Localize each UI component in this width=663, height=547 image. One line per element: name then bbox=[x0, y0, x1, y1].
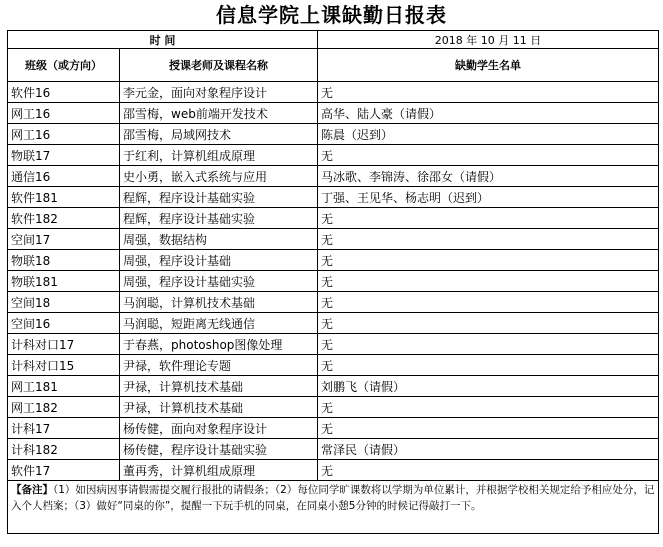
cell-teacher-course: 董再秀，计算机组成原理 bbox=[120, 460, 318, 481]
table-row bbox=[8, 313, 659, 334]
table-row bbox=[8, 418, 659, 439]
cell-absent: 无 bbox=[318, 313, 659, 334]
table-row bbox=[8, 208, 659, 229]
cell-class: 网工182 bbox=[8, 397, 120, 418]
cell-teacher-course: 程辉，程序设计基础实验 bbox=[120, 208, 318, 229]
cell-absent: 无 bbox=[318, 355, 659, 376]
note-row bbox=[8, 481, 659, 534]
cell-class: 空间16 bbox=[8, 313, 120, 334]
cell-absent: 无 bbox=[318, 334, 659, 355]
cell-teacher-course: 杨传健，程序设计基础实验 bbox=[120, 439, 318, 460]
cell-absent: 无 bbox=[318, 397, 659, 418]
cell-class: 物联18 bbox=[8, 250, 120, 271]
table-row bbox=[8, 145, 659, 166]
cell-absent: 无 bbox=[318, 292, 659, 313]
table-row bbox=[8, 334, 659, 355]
cell-class: 计科17 bbox=[8, 418, 120, 439]
cell-absent: 常泽民（请假） bbox=[318, 439, 659, 460]
cell-class: 网工16 bbox=[8, 124, 120, 145]
cell-teacher-course: 邵雪梅，web前端开发技术 bbox=[120, 103, 318, 124]
cell-class: 计科对口15 bbox=[8, 355, 120, 376]
cell-class: 软件182 bbox=[8, 208, 120, 229]
table-row bbox=[8, 250, 659, 271]
header-row bbox=[8, 49, 659, 82]
note-text: （1）如因病因事请假需提交履行报批的请假条；（2）每位同学旷课数将以学期为单位累计，并根据学校相关规定给予相应处分，记入个人档案；（3）做好“同桌的你”，提醒一下玩手机的同桌，在同桌小憩5分钟的时候记得敲打一下。 bbox=[11, 484, 655, 512]
cell-absent: 无 bbox=[318, 229, 659, 250]
cell-teacher-course: 尹禄，软件理论专题 bbox=[120, 355, 318, 376]
cell-teacher-course: 程辉，程序设计基础实验 bbox=[120, 187, 318, 208]
cell-absent: 陈晨（迟到） bbox=[318, 124, 659, 145]
cell-class: 通信16 bbox=[8, 166, 120, 187]
cell-absent: 高华、陆人豪（请假） bbox=[318, 103, 659, 124]
cell-class: 软件181 bbox=[8, 187, 120, 208]
cell-class: 物联181 bbox=[8, 271, 120, 292]
header-teacher-course: 授课老师及课程名称 bbox=[120, 49, 318, 82]
table-row bbox=[8, 355, 659, 376]
header-absent: 缺勤学生名单 bbox=[318, 49, 659, 82]
cell-absent: 无 bbox=[318, 208, 659, 229]
cell-class: 空间17 bbox=[8, 229, 120, 250]
note-cell bbox=[8, 481, 659, 534]
cell-absent: 无 bbox=[318, 271, 659, 292]
cell-class: 软件16 bbox=[8, 82, 120, 103]
cell-teacher-course: 周强，程序设计基础实验 bbox=[120, 271, 318, 292]
cell-teacher-course: 马润聪，短距离无线通信 bbox=[120, 313, 318, 334]
table-row bbox=[8, 124, 659, 145]
table-row bbox=[8, 82, 659, 103]
cell-teacher-course: 李元金，面向对象程序设计 bbox=[120, 82, 318, 103]
cell-absent: 无 bbox=[318, 82, 659, 103]
cell-class: 计科182 bbox=[8, 439, 120, 460]
cell-absent: 刘鹏飞（请假） bbox=[318, 376, 659, 397]
cell-teacher-course: 于春燕，photoshop图像处理 bbox=[120, 334, 318, 355]
table-row bbox=[8, 376, 659, 397]
table-row bbox=[8, 439, 659, 460]
cell-teacher-course: 杨传健，面向对象程序设计 bbox=[120, 418, 318, 439]
absence-table bbox=[7, 30, 659, 534]
date-label: 时 间 bbox=[8, 31, 318, 49]
cell-class: 软件17 bbox=[8, 460, 120, 481]
cell-teacher-course: 周强，程序设计基础 bbox=[120, 250, 318, 271]
cell-class: 物联17 bbox=[8, 145, 120, 166]
cell-absent: 无 bbox=[318, 145, 659, 166]
cell-teacher-course: 尹禄，计算机技术基础 bbox=[120, 397, 318, 418]
cell-absent: 无 bbox=[318, 418, 659, 439]
table-row bbox=[8, 292, 659, 313]
cell-teacher-course: 马润聪，计算机技术基础 bbox=[120, 292, 318, 313]
cell-teacher-course: 周强，数据结构 bbox=[120, 229, 318, 250]
date-value: 2018 年 10 月 11 日 bbox=[318, 31, 659, 49]
cell-teacher-course: 史小勇，嵌入式系统与应用 bbox=[120, 166, 318, 187]
cell-class: 网工16 bbox=[8, 103, 120, 124]
cell-teacher-course: 邵雪梅，局域网技术 bbox=[120, 124, 318, 145]
table-row bbox=[8, 187, 659, 208]
cell-absent: 无 bbox=[318, 460, 659, 481]
table-row bbox=[8, 460, 659, 481]
header-class: 班级（或方向） bbox=[8, 49, 120, 82]
cell-absent: 无 bbox=[318, 250, 659, 271]
cell-class: 空间18 bbox=[8, 292, 120, 313]
report-title: 信息学院上课缺勤日报表 bbox=[216, 3, 447, 27]
cell-class: 计科对口17 bbox=[8, 334, 120, 355]
cell-teacher-course: 尹禄，计算机技术基础 bbox=[120, 376, 318, 397]
cell-class: 网工181 bbox=[8, 376, 120, 397]
date-row bbox=[8, 31, 659, 49]
cell-absent: 马冰歌、李锦涛、徐邵女（请假） bbox=[318, 166, 659, 187]
table-row bbox=[8, 103, 659, 124]
table-row bbox=[8, 166, 659, 187]
cell-absent: 丁强、王见华、杨志明（迟到） bbox=[318, 187, 659, 208]
table-row bbox=[8, 271, 659, 292]
cell-teacher-course: 于红利，计算机组成原理 bbox=[120, 145, 318, 166]
note-label: 【备注】 bbox=[11, 484, 53, 496]
table-row bbox=[8, 229, 659, 250]
table-row bbox=[8, 397, 659, 418]
